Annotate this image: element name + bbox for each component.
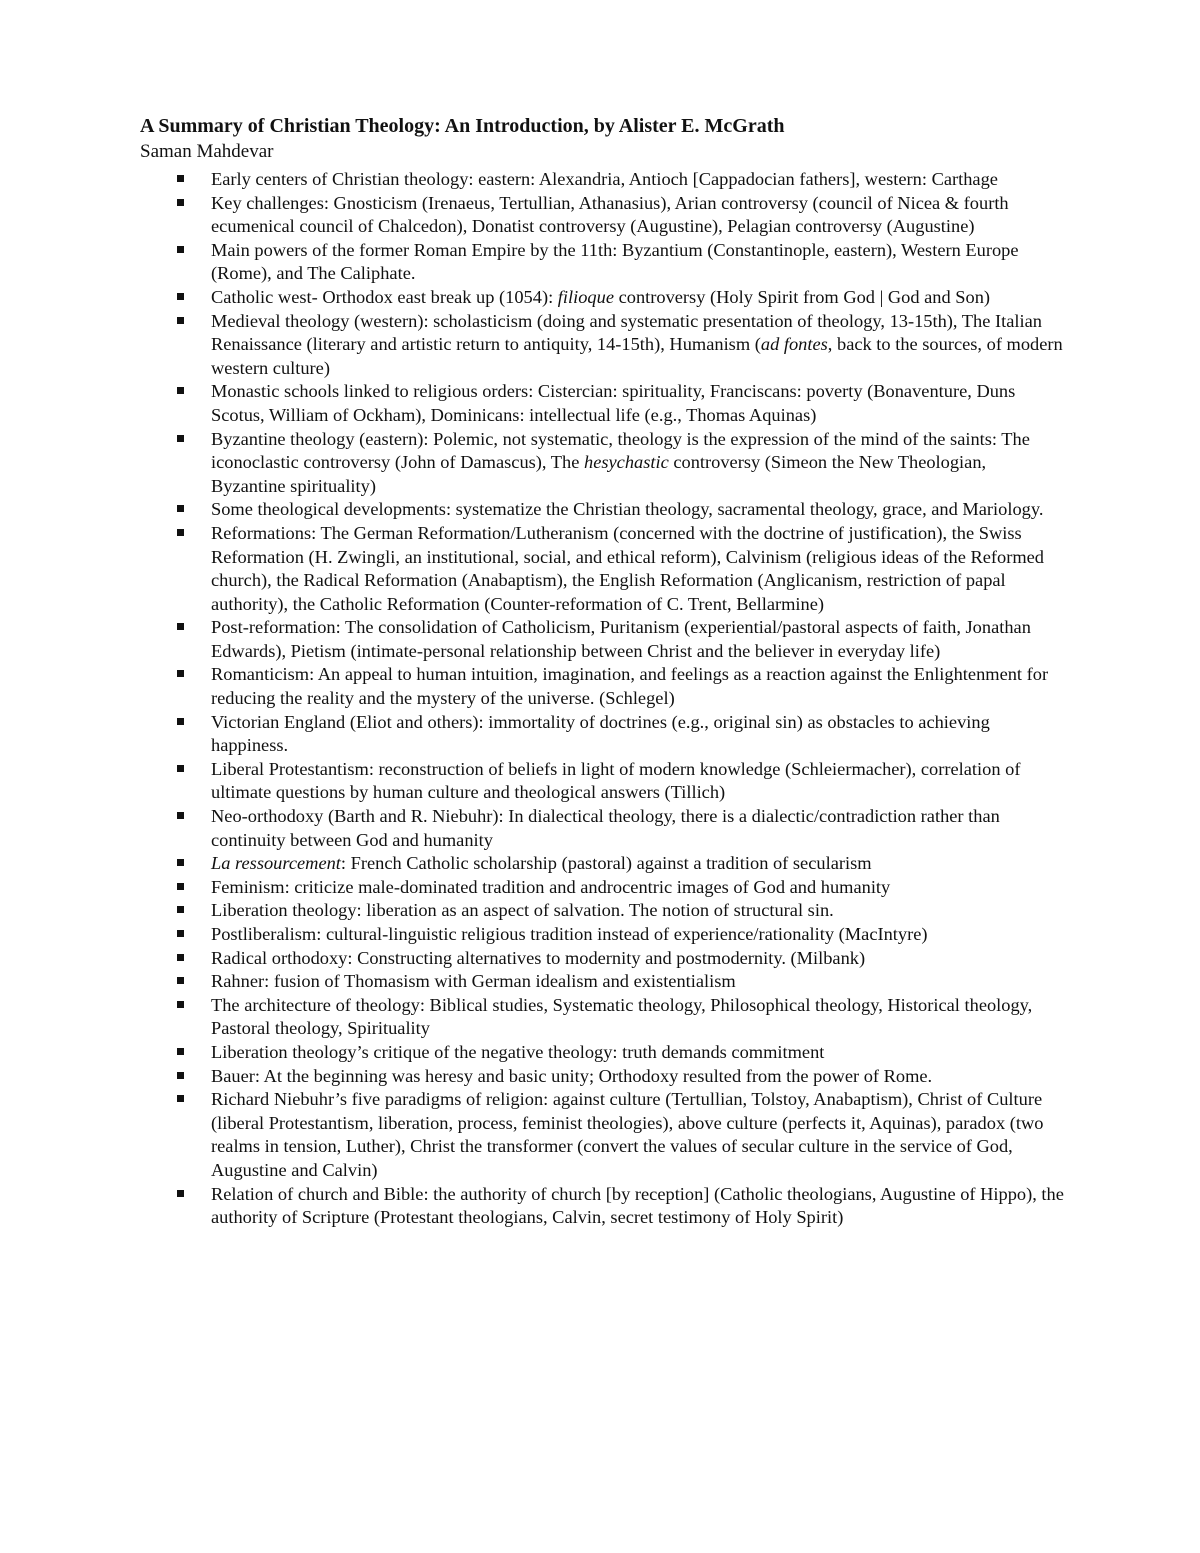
- list-item: [140, 286, 1065, 310]
- document-author: Saman Mahdevar: [140, 141, 274, 162]
- square-bullet-icon: [177, 977, 184, 984]
- square-bullet-icon: [177, 812, 184, 819]
- list-item-text: Liberation theology’s critique of the negative theology: truth demands commitment: [211, 1041, 825, 1062]
- italic-term: La ressourcement: [211, 853, 341, 874]
- list-item-text: Main powers of the former Roman Empire by the 11th: Byzantium (Constantinople, eastern), Western Europe (Rome), and The Caliphate.: [211, 239, 1019, 284]
- list-item-text-part: , back to the sources, of modern western culture): [211, 334, 1063, 378]
- square-bullet-icon: [177, 765, 184, 772]
- list-item-text: Relation of church and Bible: the authority of church [by reception] (Catholic theologians, Augustine of Hippo), the authority of Scripture (Protestant theologians, Calvin, secret testimony of Holy Spirit): [211, 1183, 1064, 1228]
- list-item: [140, 758, 1065, 805]
- list-item: [140, 616, 1065, 663]
- list-item-text: Radical orthodoxy: Constructing alternatives to modernity and postmodernity. (Milbank): [211, 947, 866, 968]
- list-item: [140, 498, 1065, 522]
- square-bullet-icon: [177, 387, 184, 394]
- list-item-text: The architecture of theology: Biblical studies, Systematic theology, Philosophical theology, Historical theology, Pastoral theology, Spirituality: [211, 994, 1033, 1039]
- list-item: [140, 1183, 1065, 1230]
- list-item: [140, 663, 1065, 710]
- document-title: A Summary of Christian Theology: An Introduction, by Alister E. McGrath: [140, 115, 785, 137]
- list-item: [140, 428, 1065, 499]
- list-item-text: Monastic schools linked to religious orders: Cistercian: spirituality, Franciscans: poverty (Bonaventure, Duns Scotus, William of Ockham), Dominicans: intellectual life (e.g., Thomas Aquinas): [211, 381, 1016, 425]
- list-item-text: Victorian England (Eliot and others): immortality of doctrines (e.g., original sin) as obstacles to achieving happiness.: [211, 711, 990, 756]
- list-item-text-part: Catholic west- Orthodox east break up (1054):: [211, 286, 558, 307]
- square-bullet-icon: [177, 670, 184, 677]
- square-bullet-icon: [177, 317, 184, 324]
- list-item-text: Liberation theology: liberation as an aspect of salvation. The notion of structural sin.: [211, 900, 834, 921]
- list-item-text-part: controversy (Holy Spirit from God | God and Son): [613, 286, 991, 307]
- list-item: [140, 852, 1065, 876]
- square-bullet-icon: [177, 293, 184, 300]
- list-item-text: [211, 429, 1030, 496]
- list-item-text: [211, 853, 872, 873]
- list-item-text: Post-reformation: The consolidation of Catholicism, Puritanism (experiential/pastoral aspects of faith, Jonathan Edwards), Pietism (intimate-personal relationship between Christ and the believer in everyday life): [211, 617, 1031, 661]
- square-bullet-icon: [177, 435, 184, 442]
- list-item-text: [211, 287, 990, 307]
- list-item-text: Rahner: fusion of Thomasism with German idealism and existentialism: [211, 971, 736, 992]
- list-item: [140, 994, 1065, 1041]
- italic-term: ad fontes: [760, 334, 828, 355]
- square-bullet-icon: [177, 529, 184, 536]
- square-bullet-icon: [177, 883, 184, 890]
- square-bullet-icon: [177, 1095, 184, 1102]
- square-bullet-icon: [177, 718, 184, 725]
- square-bullet-icon: [177, 954, 184, 961]
- list-item: [140, 168, 1065, 192]
- list-item-text: Liberal Protestantism: reconstruction of beliefs in light of modern knowledge (Schleiermacher), correlation of ultimate questions by human culture and theological answers (Tillich): [211, 758, 1021, 803]
- list-item: [140, 805, 1065, 852]
- square-bullet-icon: [177, 623, 184, 630]
- list-item-text: Neo-orthodoxy (Barth and R. Niebuhr): In dialectical theology, there is a dialectic/contradiction rather than continuity between God and humanity: [211, 806, 1000, 850]
- list-item: [140, 1088, 1065, 1182]
- list-item: [140, 1065, 1065, 1089]
- square-bullet-icon: [177, 930, 184, 937]
- list-item: [140, 947, 1065, 971]
- list-item-text: Some theological developments: systematize the Christian theology, sacramental theology, grace, and Mariology.: [211, 499, 1044, 520]
- list-item-text: [211, 311, 1063, 378]
- square-bullet-icon: [177, 1190, 184, 1197]
- list-item: [140, 711, 1065, 758]
- square-bullet-icon: [177, 199, 184, 206]
- list-item-text-part: Medieval theology (western): scholasticism (doing and systematic presentation of theology, 13-15th), The Italian Renaissance (literary and artistic return to antiquity, 14-15th), Humanism (: [211, 310, 1042, 355]
- square-bullet-icon: [177, 906, 184, 913]
- list-item-text: Reformations: The German Reformation/Lutheranism (concerned with the doctrine of justification), the Swiss Reformation (H. Zwingli, an institutional, social, and ethical reform), Calvinism (religious ideas of the Reformed church), the Radical Reformation (Anabaptism), the English Reformation (Anglicanism, restriction of papal authority), the Catholic Reformation (Counter-reformation of C. Trent, Bellarmine): [211, 522, 1044, 614]
- summary-bullet-list: [140, 168, 1065, 1230]
- list-item: [140, 899, 1065, 923]
- list-item-text: Key challenges: Gnosticism (Irenaeus, Tertullian, Athanasius), Arian controversy (council of Nicea & fourth ecumenical council of Chalcedon), Donatist controversy (Augustine), Pelagian controversy (Augustine): [211, 192, 1009, 237]
- list-item-text-part: Byzantine theology (eastern): Polemic, not systematic, theology is the expression of the mind of the saints: The iconoclastic controversy (John of Damascus), The: [211, 428, 1030, 473]
- list-item-text: Romanticism: An appeal to human intuition, imagination, and feelings as a reaction against the Enlightenment for reducing the reality and the mystery of the universe. (Schlegel): [211, 664, 1049, 709]
- square-bullet-icon: [177, 1048, 184, 1055]
- square-bullet-icon: [177, 175, 184, 182]
- list-item-text: Postliberalism: cultural-linguistic religious tradition instead of experience/rationality (MacIntyre): [211, 924, 928, 944]
- list-item: [140, 380, 1065, 427]
- list-item-text: Early centers of Christian theology: eastern: Alexandria, Antioch [Cappadocian fathers], western: Carthage: [211, 169, 998, 189]
- list-item-text: Richard Niebuhr’s five paradigms of religion: against culture (Tertullian, Tolstoy, Anabaptism), Christ of Culture (liberal Protestantism, liberation, process, feminist theologies), above culture (perfects it, Aquinas), paradox (two realms in tension, Luther), Christ the transformer (convert the values of secular culture in the service of God, Augustine and Calvin): [211, 1089, 1044, 1180]
- list-item-text-part: : French Catholic scholarship (pastoral) against a tradition of secularism: [340, 853, 872, 874]
- list-item: [140, 239, 1065, 286]
- list-item: [140, 522, 1065, 616]
- square-bullet-icon: [177, 1001, 184, 1008]
- italic-term: filioque: [557, 286, 614, 307]
- list-item: [140, 310, 1065, 381]
- italic-term: hesychastic: [584, 452, 669, 473]
- square-bullet-icon: [177, 1072, 184, 1079]
- list-item-text: Bauer: At the beginning was heresy and basic unity; Orthodoxy resulted from the power of Rome.: [211, 1065, 933, 1086]
- list-item: [140, 1041, 1065, 1065]
- square-bullet-icon: [177, 505, 184, 512]
- list-item: [140, 923, 1065, 947]
- list-item-text-part: controversy (Simeon the New Theologian, Byzantine spirituality): [211, 452, 987, 496]
- list-item-text: Feminism: criticize male-dominated tradition and androcentric images of God and humanity: [211, 876, 891, 897]
- list-item: [140, 970, 1065, 994]
- square-bullet-icon: [177, 246, 184, 253]
- list-item: [140, 192, 1065, 239]
- list-item: [140, 876, 1065, 900]
- square-bullet-icon: [177, 859, 184, 866]
